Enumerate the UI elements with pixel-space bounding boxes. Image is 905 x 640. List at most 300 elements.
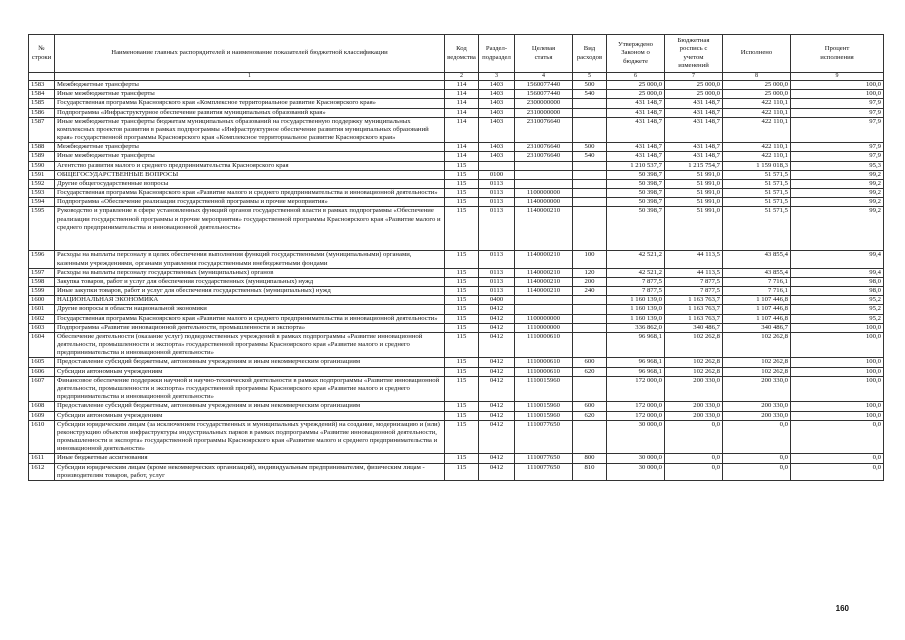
row-name: Межбюджетные трансферты: [55, 143, 445, 152]
row-target-article: 1110000610: [515, 358, 573, 367]
row-razdel-code: 0113: [479, 251, 515, 268]
row-executed-amount: 200 330,0: [723, 411, 791, 420]
table-row: [29, 305, 884, 314]
row-approved-amount: 7 877,5: [607, 277, 665, 286]
table-row: [29, 90, 884, 99]
table-row: [29, 402, 884, 411]
row-target-article: 1140000000: [515, 198, 573, 207]
row-razdel-code: 0113: [479, 207, 515, 251]
column-number: 6: [607, 73, 665, 81]
table-body: [29, 81, 884, 481]
row-target-article: 1110077650: [515, 420, 573, 454]
row-name: Другие общегосударственные вопросы: [55, 179, 445, 188]
column-number: 9: [791, 73, 884, 81]
row-target-article: [515, 170, 573, 179]
row-ved-code: 115: [445, 287, 479, 296]
row-expense-type: [573, 117, 607, 143]
table-row: [29, 179, 884, 188]
row-ved-code: 114: [445, 81, 479, 90]
row-razdel-code: 1403: [479, 90, 515, 99]
row-ved-code: 115: [445, 323, 479, 332]
row-approved-amount: 172 000,0: [607, 411, 665, 420]
row-name: Межбюджетные трансферты: [55, 81, 445, 90]
row-approved-amount: 50 398,7: [607, 198, 665, 207]
row-target-article: 1110000610: [515, 332, 573, 358]
table-row: [29, 358, 884, 367]
row-razdel-code: 1403: [479, 99, 515, 108]
row-expense-type: 800: [573, 454, 607, 463]
row-expense-type: 100: [573, 251, 607, 268]
row-approved-amount: 25 000,0: [607, 90, 665, 99]
row-budget-list-amount: 1 163 763,7: [665, 296, 723, 305]
row-razdel-code: 1403: [479, 108, 515, 117]
row-razdel-code: 0113: [479, 287, 515, 296]
row-expense-type: [573, 296, 607, 305]
table-row: [29, 314, 884, 323]
row-ved-code: 115: [445, 161, 479, 170]
row-razdel-code: 0113: [479, 179, 515, 188]
row-ved-code: 115: [445, 251, 479, 268]
row-ved-code: 114: [445, 90, 479, 99]
row-ved-code: 114: [445, 117, 479, 143]
table-row: [29, 117, 884, 143]
row-razdel-code: 1403: [479, 152, 515, 161]
row-number: 1588: [29, 143, 55, 152]
table-row: [29, 189, 884, 198]
row-percent: 0,0: [791, 454, 884, 463]
row-ved-code: 115: [445, 179, 479, 188]
header-approved: Утверждено Законом о бюджете: [607, 35, 665, 73]
row-target-article: 1110015960: [515, 402, 573, 411]
row-ved-code: 115: [445, 189, 479, 198]
row-budget-list-amount: 102 262,8: [665, 367, 723, 376]
row-name: Финансовое обеспечение поддержки научной и научно-технической деятельности в рамках подпрограммы «Развитие инновационной деятельности, промышленности и экспорта» государственной программы Красноярского края «Развитие малого и среднего предпринимательства и инновационной деятельности»: [55, 376, 445, 402]
row-name: Обеспечение деятельности (оказание услуг) подведомственных учреждений в рамках подпрограммы «Развитие инновационной деятельности, промышленности и экспорта» государственной программы Красноярского края «Развитие малого и среднего предпринимательства и инновационной деятельности»: [55, 332, 445, 358]
row-ved-code: 115: [445, 420, 479, 454]
row-target-article: 1140000210: [515, 277, 573, 286]
header-vr: Вид расходов: [573, 35, 607, 73]
row-percent: 100,0: [791, 411, 884, 420]
row-razdel-code: 0412: [479, 323, 515, 332]
row-percent: 100,0: [791, 323, 884, 332]
row-executed-amount: 43 855,4: [723, 251, 791, 268]
row-ved-code: 115: [445, 207, 479, 251]
row-ved-code: 114: [445, 99, 479, 108]
row-approved-amount: 50 398,7: [607, 189, 665, 198]
row-executed-amount: 25 000,0: [723, 81, 791, 90]
row-name: Подпрограмма «Инфраструктурное обеспечение развития муниципальных образований края»: [55, 108, 445, 117]
row-executed-amount: 0,0: [723, 454, 791, 463]
row-percent: 100,0: [791, 376, 884, 402]
table-row: [29, 198, 884, 207]
row-name: Закупка товаров, работ и услуг для обеспечения государственных (муниципальных) нужд: [55, 277, 445, 286]
row-target-article: [515, 179, 573, 188]
table-row: [29, 108, 884, 117]
row-expense-type: [573, 314, 607, 323]
row-razdel-code: 0412: [479, 358, 515, 367]
row-budget-list-amount: 431 148,7: [665, 143, 723, 152]
row-budget-list-amount: 25 000,0: [665, 81, 723, 90]
row-budget-list-amount: 51 991,0: [665, 198, 723, 207]
row-approved-amount: 50 398,7: [607, 179, 665, 188]
row-razdel-code: 0412: [479, 454, 515, 463]
row-budget-list-amount: 1 215 754,7: [665, 161, 723, 170]
row-executed-amount: 200 330,0: [723, 376, 791, 402]
row-razdel-code: 0412: [479, 376, 515, 402]
row-executed-amount: 7 716,1: [723, 287, 791, 296]
row-percent: 100,0: [791, 81, 884, 90]
row-approved-amount: 172 000,0: [607, 402, 665, 411]
row-percent: 99,4: [791, 251, 884, 268]
column-number: 8: [723, 73, 791, 81]
row-percent: 99,2: [791, 179, 884, 188]
row-executed-amount: 25 000,0: [723, 90, 791, 99]
row-budget-list-amount: 0,0: [665, 454, 723, 463]
row-name: Иные бюджетные ассигнования: [55, 454, 445, 463]
row-approved-amount: 1 160 139,0: [607, 314, 665, 323]
row-number: 1594: [29, 198, 55, 207]
row-approved-amount: 431 148,7: [607, 108, 665, 117]
row-target-article: 1100000000: [515, 314, 573, 323]
row-budget-list-amount: 51 991,0: [665, 179, 723, 188]
column-number-row: [29, 73, 884, 81]
column-number: 5: [573, 73, 607, 81]
row-name: Субсидии юридическим лицам (за исключением государственных и муниципальных учреждений) на создание, модернизацию и (или) реконструкцию объектов инфраструктуры индустриальных парков в рамках подпрограммы «Развитие инновационной деятельности, промышленности и экспорта» государственной программы Красноярского края «Развитие малого и среднего предпринимательства и инновационной деятельности»: [55, 420, 445, 454]
table-row: [29, 376, 884, 402]
row-approved-amount: 30 000,0: [607, 454, 665, 463]
header-ved: Код ведомства: [445, 35, 479, 73]
row-executed-amount: 51 571,5: [723, 170, 791, 179]
row-budget-list-amount: 7 877,5: [665, 277, 723, 286]
row-expense-type: 540: [573, 152, 607, 161]
row-number: 1604: [29, 332, 55, 358]
row-budget-list-amount: 1 163 763,7: [665, 314, 723, 323]
row-name: Иные межбюджетные трансферты: [55, 90, 445, 99]
row-executed-amount: 1 107 446,8: [723, 296, 791, 305]
table-row: [29, 367, 884, 376]
row-approved-amount: 30 000,0: [607, 463, 665, 480]
row-number: 1606: [29, 367, 55, 376]
row-ved-code: 115: [445, 358, 479, 367]
row-executed-amount: 1 107 446,8: [723, 305, 791, 314]
table-row: [29, 323, 884, 332]
row-budget-list-amount: 0,0: [665, 420, 723, 454]
row-approved-amount: 431 148,7: [607, 99, 665, 108]
row-ved-code: 115: [445, 367, 479, 376]
row-number: 1585: [29, 99, 55, 108]
row-approved-amount: 96 968,1: [607, 358, 665, 367]
row-executed-amount: 422 110,1: [723, 143, 791, 152]
row-executed-amount: 43 855,4: [723, 268, 791, 277]
row-percent: 97,9: [791, 99, 884, 108]
table-row: [29, 268, 884, 277]
row-approved-amount: 42 521,2: [607, 268, 665, 277]
row-number: 1583: [29, 81, 55, 90]
row-approved-amount: 50 398,7: [607, 207, 665, 251]
row-target-article: 1560077440: [515, 90, 573, 99]
row-name: Другие вопросы в области национальной экономики: [55, 305, 445, 314]
row-number: 1612: [29, 463, 55, 480]
row-approved-amount: 431 148,7: [607, 152, 665, 161]
table-row: [29, 143, 884, 152]
row-ved-code: 115: [445, 170, 479, 179]
row-percent: 99,4: [791, 268, 884, 277]
row-executed-amount: 422 110,1: [723, 152, 791, 161]
row-name: Субсидии автономным учреждениям: [55, 411, 445, 420]
row-percent: 100,0: [791, 90, 884, 99]
row-target-article: [515, 305, 573, 314]
row-executed-amount: 7 716,1: [723, 277, 791, 286]
row-number: 1591: [29, 170, 55, 179]
row-number: 1601: [29, 305, 55, 314]
row-expense-type: [573, 179, 607, 188]
row-name: Расходы на выплаты персоналу в целях обеспечения выполнения функций государственными (муниципальными) органами, казенными учреждениями, органами управления государственными внебюджетными фондами: [55, 251, 445, 268]
row-expense-type: 120: [573, 268, 607, 277]
table-row: [29, 277, 884, 286]
table-row: [29, 287, 884, 296]
row-executed-amount: 0,0: [723, 463, 791, 480]
table-row: [29, 296, 884, 305]
row-budget-list-amount: 1 163 763,7: [665, 305, 723, 314]
row-razdel-code: 0412: [479, 332, 515, 358]
budget-table-sheet: [28, 34, 883, 481]
row-number: 1595: [29, 207, 55, 251]
row-percent: 97,9: [791, 152, 884, 161]
column-number: 2: [445, 73, 479, 81]
row-percent: 99,2: [791, 170, 884, 179]
table-row: [29, 152, 884, 161]
row-target-article: 1110000000: [515, 323, 573, 332]
row-number: 1602: [29, 314, 55, 323]
row-number: 1611: [29, 454, 55, 463]
row-ved-code: 114: [445, 152, 479, 161]
row-approved-amount: 1 160 139,0: [607, 305, 665, 314]
row-target-article: [515, 296, 573, 305]
row-target-article: 1110015960: [515, 376, 573, 402]
row-target-article: 1140000210: [515, 287, 573, 296]
row-ved-code: 115: [445, 268, 479, 277]
row-razdel-code: 0412: [479, 367, 515, 376]
row-expense-type: [573, 108, 607, 117]
row-budget-list-amount: 340 486,7: [665, 323, 723, 332]
row-ved-code: 115: [445, 376, 479, 402]
row-budget-list-amount: 102 262,8: [665, 332, 723, 358]
table-row: [29, 170, 884, 179]
row-number: 1609: [29, 411, 55, 420]
row-percent: 100,0: [791, 332, 884, 358]
row-budget-list-amount: 431 148,7: [665, 152, 723, 161]
row-ved-code: 115: [445, 277, 479, 286]
row-percent: 95,2: [791, 296, 884, 305]
row-name: Субсидии автономным учреждениям: [55, 367, 445, 376]
row-executed-amount: 102 262,8: [723, 358, 791, 367]
row-expense-type: [573, 332, 607, 358]
row-percent: 100,0: [791, 367, 884, 376]
row-razdel-code: 0400: [479, 296, 515, 305]
row-number: 1586: [29, 108, 55, 117]
row-executed-amount: 51 571,5: [723, 198, 791, 207]
row-budget-list-amount: 431 148,7: [665, 99, 723, 108]
row-expense-type: 500: [573, 81, 607, 90]
row-executed-amount: 1 159 018,3: [723, 161, 791, 170]
row-number: 1607: [29, 376, 55, 402]
row-budget-list-amount: 431 148,7: [665, 108, 723, 117]
row-razdel-code: [479, 161, 515, 170]
row-budget-list-amount: 200 330,0: [665, 402, 723, 411]
row-ved-code: 115: [445, 454, 479, 463]
row-approved-amount: 431 148,7: [607, 117, 665, 143]
header-razdel: Раздел- подраздел: [479, 35, 515, 73]
row-razdel-code: 1403: [479, 117, 515, 143]
row-executed-amount: 0,0: [723, 420, 791, 454]
column-number: 7: [665, 73, 723, 81]
header-name: Наименование главных распорядителей и наименование показателей бюджетной классификации: [55, 35, 445, 73]
row-ved-code: 115: [445, 198, 479, 207]
row-approved-amount: 431 148,7: [607, 143, 665, 152]
column-number: [29, 73, 55, 81]
row-name: Расходы на выплаты персоналу государственных (муниципальных) органов: [55, 268, 445, 277]
row-razdel-code: 1403: [479, 143, 515, 152]
row-expense-type: [573, 420, 607, 454]
row-number: 1610: [29, 420, 55, 454]
row-approved-amount: 96 968,1: [607, 367, 665, 376]
row-razdel-code: 0113: [479, 198, 515, 207]
row-budget-list-amount: 51 991,0: [665, 170, 723, 179]
row-razdel-code: 0412: [479, 314, 515, 323]
row-expense-type: [573, 198, 607, 207]
row-executed-amount: 102 262,8: [723, 367, 791, 376]
column-number: 3: [479, 73, 515, 81]
row-approved-amount: 172 000,0: [607, 376, 665, 402]
row-percent: 0,0: [791, 420, 884, 454]
row-name: Руководство и управление в сфере установленных функций органов государственной власти в рамках подпрограммы «Обеспечение реализации государственной программы и прочие мероприятия» государственной программы Красноярского края «Развитие малого и среднего предпринимательства и инновационной деятельности»: [55, 207, 445, 251]
row-percent: 0,0: [791, 463, 884, 480]
row-razdel-code: 0412: [479, 305, 515, 314]
row-target-article: 1110077650: [515, 463, 573, 480]
row-number: 1597: [29, 268, 55, 277]
row-approved-amount: 1 160 139,0: [607, 296, 665, 305]
row-name: Предоставление субсидий бюджетным, автономным учреждениям и иным некоммерческим организациям: [55, 358, 445, 367]
row-budget-list-amount: 25 000,0: [665, 90, 723, 99]
row-percent: 99,2: [791, 189, 884, 198]
row-executed-amount: 1 107 446,8: [723, 314, 791, 323]
row-expense-type: [573, 99, 607, 108]
row-percent: 99,2: [791, 207, 884, 251]
row-expense-type: 620: [573, 367, 607, 376]
row-target-article: [515, 161, 573, 170]
row-razdel-code: 0412: [479, 402, 515, 411]
row-name: Предоставление субсидий бюджетным, автономным учреждениям и иным некоммерческим организациям: [55, 402, 445, 411]
row-target-article: 1560077440: [515, 81, 573, 90]
row-executed-amount: 340 486,7: [723, 323, 791, 332]
row-target-article: 2310076640: [515, 143, 573, 152]
row-number: 1608: [29, 402, 55, 411]
row-target-article: 2300000000: [515, 99, 573, 108]
row-name: ОБЩЕГОСУДАРСТВЕННЫЕ ВОПРОСЫ: [55, 170, 445, 179]
row-approved-amount: 1 210 537,7: [607, 161, 665, 170]
table-header-row: [29, 35, 884, 73]
row-razdel-code: 1403: [479, 81, 515, 90]
header-percent: Процент исполнения: [791, 35, 884, 73]
row-target-article: 1100000000: [515, 189, 573, 198]
row-percent: 100,0: [791, 402, 884, 411]
row-percent: 97,9: [791, 117, 884, 143]
row-expense-type: 540: [573, 90, 607, 99]
table-row: [29, 99, 884, 108]
row-approved-amount: 42 521,2: [607, 251, 665, 268]
header-csr: Целевая статья: [515, 35, 573, 73]
row-target-article: 1110000610: [515, 367, 573, 376]
table-row: [29, 420, 884, 454]
row-approved-amount: 7 877,5: [607, 287, 665, 296]
row-razdel-code: 0113: [479, 189, 515, 198]
row-number: 1587: [29, 117, 55, 143]
table-row: [29, 411, 884, 420]
row-executed-amount: 422 110,1: [723, 99, 791, 108]
row-expense-type: 810: [573, 463, 607, 480]
row-budget-list-amount: 7 877,5: [665, 287, 723, 296]
row-name: Подпрограмма «Обеспечение реализации государственной программы и прочие мероприятия»: [55, 198, 445, 207]
row-name: Государственная программа Красноярского края «Развитие малого и среднего предпринимательства и инновационной деятельности»: [55, 314, 445, 323]
row-razdel-code: 0100: [479, 170, 515, 179]
row-budget-list-amount: 51 991,0: [665, 189, 723, 198]
row-number: 1596: [29, 251, 55, 268]
row-razdel-code: 0412: [479, 420, 515, 454]
row-budget-list-amount: 200 330,0: [665, 411, 723, 420]
row-number: 1605: [29, 358, 55, 367]
row-expense-type: [573, 189, 607, 198]
row-number: 1603: [29, 323, 55, 332]
row-expense-type: 200: [573, 277, 607, 286]
row-number: 1592: [29, 179, 55, 188]
table-row: [29, 81, 884, 90]
row-number: 1593: [29, 189, 55, 198]
row-target-article: 1140000210: [515, 207, 573, 251]
row-percent: 98,0: [791, 277, 884, 286]
row-budget-list-amount: 431 148,7: [665, 117, 723, 143]
row-approved-amount: 30 000,0: [607, 420, 665, 454]
page-number: 160: [835, 604, 849, 613]
row-name: Иные закупки товаров, работ и услуг для обеспечения государственных (муниципальных) нужд: [55, 287, 445, 296]
row-budget-list-amount: 44 113,5: [665, 251, 723, 268]
row-percent: 98,0: [791, 287, 884, 296]
row-executed-amount: 422 110,1: [723, 108, 791, 117]
row-name: Иные межбюджетные трансферты бюджетам муниципальных образований на государственную поддержку муниципальных комплексных проектов развития в рамках подпрограммы «Инфраструктурное обеспечение развития муниципальных образований края» государственной программы Красноярского края «Комплексное территориальное развитие Красноярского края»: [55, 117, 445, 143]
row-target-article: 2310000000: [515, 108, 573, 117]
budget-execution-table: [28, 34, 884, 481]
row-number: 1599: [29, 287, 55, 296]
row-expense-type: [573, 207, 607, 251]
row-ved-code: 115: [445, 296, 479, 305]
row-percent: 99,2: [791, 198, 884, 207]
row-razdel-code: 0113: [479, 277, 515, 286]
row-ved-code: 115: [445, 402, 479, 411]
row-percent: 95,2: [791, 305, 884, 314]
row-ved-code: 114: [445, 143, 479, 152]
row-target-article: 1140000210: [515, 268, 573, 277]
row-approved-amount: 50 398,7: [607, 170, 665, 179]
column-number: 4: [515, 73, 573, 81]
row-expense-type: [573, 323, 607, 332]
row-budget-list-amount: 200 330,0: [665, 376, 723, 402]
row-percent: 97,9: [791, 108, 884, 117]
table-row: [29, 332, 884, 358]
row-target-article: 1140000210: [515, 251, 573, 268]
row-target-article: 2310076640: [515, 152, 573, 161]
row-ved-code: 115: [445, 305, 479, 314]
row-expense-type: 620: [573, 411, 607, 420]
row-target-article: 1110077650: [515, 454, 573, 463]
